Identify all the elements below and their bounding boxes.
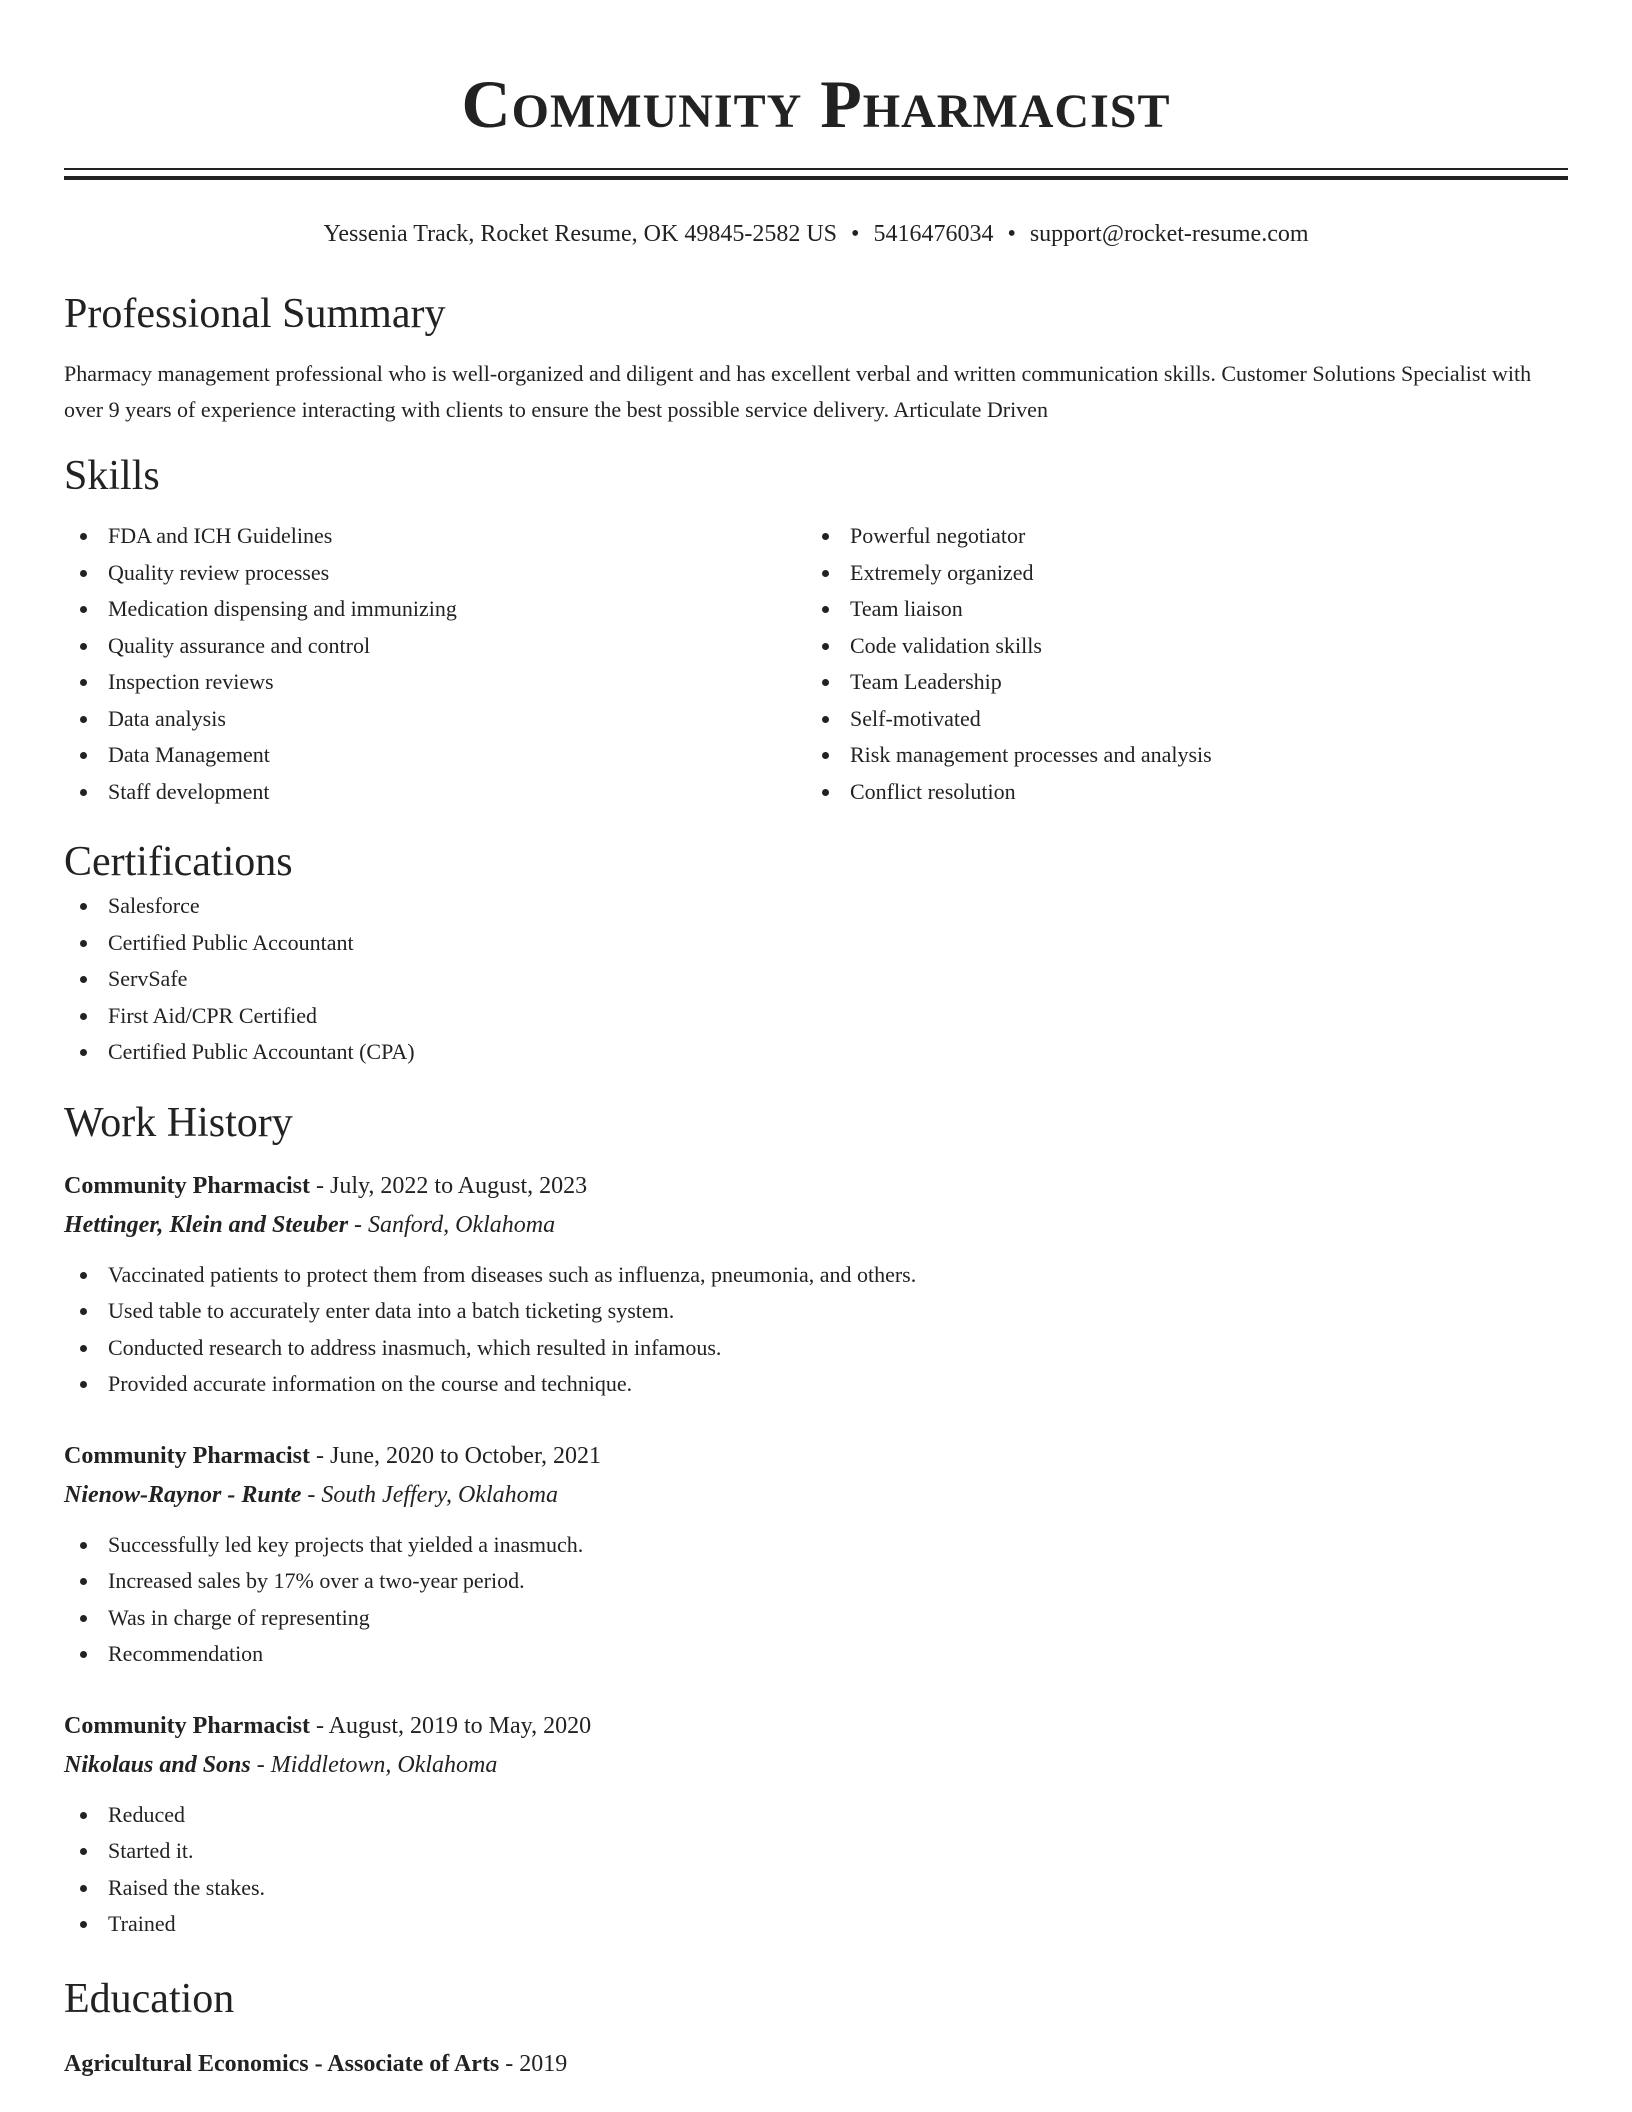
skills-section: [64, 450, 1568, 810]
bullet-icon: [80, 1885, 87, 1892]
summary-heading: Professional Summary: [64, 291, 446, 337]
bullet-icon: [80, 1578, 87, 1585]
education-year: - 2019: [499, 2050, 568, 2077]
bullet-icon: [822, 716, 829, 723]
bullet-icon: [80, 752, 87, 759]
job-company-line: [64, 1205, 1568, 1245]
skill-label: Team Leadership: [850, 669, 1002, 694]
job-company: Nienow-Raynor - Runte: [64, 1481, 302, 1508]
skills-grid: [64, 518, 1568, 810]
list-item: [64, 774, 806, 811]
work-history-heading: Work History: [64, 1099, 293, 1146]
skill-label: Data analysis: [108, 705, 226, 731]
skills-column-right: [806, 518, 1548, 810]
list-item: [64, 518, 806, 555]
job-bullet-text: Increased sales by 17% over a two-year period.: [108, 1568, 525, 1593]
skill-label: Risk management processes and analysis: [850, 742, 1212, 767]
bullet-icon: [822, 606, 829, 613]
skills-heading: Skills: [64, 453, 160, 499]
list-item: [64, 1366, 1568, 1403]
skills-list-left: [64, 518, 806, 810]
bullet-icon: [80, 716, 87, 723]
job-bullet-text: Raised the stakes.: [108, 1874, 266, 1900]
list-item: [64, 888, 1568, 925]
title-divider-thick: [64, 176, 1568, 180]
job-bullet-text: Provided accurate information on the course and technique.: [108, 1371, 633, 1396]
job-title-line: [64, 1167, 1568, 1205]
list-item: [64, 961, 1568, 998]
contact-address: Yessenia Track, Rocket Resume, OK 49845-2582 US: [323, 221, 838, 247]
bullet-icon: [80, 1615, 87, 1622]
bullet-icon: [80, 903, 87, 910]
skill-label: Conflict resolution: [850, 778, 1016, 804]
contact-separator: •: [851, 221, 860, 247]
contact-separator: •: [1007, 221, 1016, 247]
job-bullets: [64, 1257, 1568, 1403]
job-company: Nikolaus and Sons: [64, 1751, 251, 1778]
bullet-icon: [80, 789, 87, 796]
bullet-icon: [80, 1345, 87, 1352]
professional-summary-section: [64, 288, 1568, 428]
job-entry: [64, 1437, 1568, 1673]
list-item: [806, 628, 1548, 665]
job-bullet-text: Reduced: [108, 1801, 185, 1827]
bullet-icon: [80, 533, 87, 540]
skill-label: Data Management: [108, 742, 270, 767]
list-item: [64, 1797, 1568, 1834]
list-item: [64, 701, 806, 738]
skills-column-left: [64, 518, 806, 810]
certifications-section: [64, 836, 1568, 1071]
list-item: [64, 555, 806, 592]
job-bullet-text: Successfully led key projects that yielded a inasmuch.: [108, 1531, 584, 1557]
job-bullet-text: Used table to accurately enter data into a batch ticketing system.: [108, 1298, 675, 1323]
bullet-icon: [80, 940, 87, 947]
job-dates: - August, 2019 to May, 2020: [309, 1712, 592, 1739]
job-bullet-text: Conducted research to address inasmuch, which resulted in infamous.: [108, 1334, 722, 1360]
list-item: [806, 701, 1548, 738]
job-bullets: [64, 1797, 1568, 1943]
certifications-list: [64, 888, 1568, 1071]
bullet-icon: [80, 570, 87, 577]
job-role: Community Pharmacist: [64, 1712, 310, 1739]
list-item: [64, 591, 806, 628]
bullet-icon: [80, 976, 87, 983]
skills-list-right: [806, 518, 1548, 810]
job-entry: [64, 1707, 1568, 1943]
bullet-icon: [80, 1812, 87, 1819]
bullet-icon: [822, 789, 829, 796]
job-bullet-text: Was in charge of representing: [108, 1604, 370, 1630]
list-item: [64, 1833, 1568, 1870]
bullet-icon: [80, 679, 87, 686]
job-role: Community Pharmacist: [64, 1172, 310, 1199]
skill-label: Quality review processes: [108, 559, 330, 585]
resume-page: [64, 0, 1568, 2083]
skill-label: Staff development: [108, 778, 270, 804]
list-item: [64, 1527, 1568, 1564]
list-item: [806, 591, 1548, 628]
list-item: [806, 518, 1548, 555]
job-bullet-text: Recommendation: [108, 1641, 264, 1666]
bullet-icon: [80, 1308, 87, 1315]
job-location: - South Jeffery, Oklahoma: [301, 1481, 558, 1508]
contact-phone: 5416476034: [873, 221, 994, 247]
skill-label: Team liaison: [850, 596, 963, 621]
contact-email: support@rocket-resume.com: [1029, 221, 1309, 247]
skill-label: Extremely organized: [850, 559, 1034, 585]
list-item: [64, 1563, 1568, 1600]
bullet-icon: [80, 1921, 87, 1928]
job-title-line: [64, 1437, 1568, 1475]
list-item: [64, 664, 806, 701]
list-item: [64, 1906, 1568, 1943]
certifications-heading: Certifications: [64, 839, 293, 885]
bullet-icon: [822, 643, 829, 650]
education-heading: Education: [64, 1975, 235, 2022]
job-company-line: [64, 1745, 1568, 1785]
skill-label: Inspection reviews: [108, 669, 274, 694]
list-item: [64, 1636, 1568, 1673]
skill-label: Self-motivated: [850, 705, 981, 731]
contact-line: [64, 218, 1568, 250]
bullet-icon: [80, 1013, 87, 1020]
list-item: [64, 925, 1568, 962]
page-title: Community Pharmacist: [461, 66, 1171, 142]
bullet-icon: [822, 752, 829, 759]
skill-label: Powerful negotiator: [850, 523, 1026, 548]
job-bullet-text: Trained: [108, 1911, 176, 1936]
bullet-icon: [80, 1651, 87, 1658]
list-item: [64, 628, 806, 665]
job-location: - Sanford, Oklahoma: [348, 1211, 556, 1238]
job-role: Community Pharmacist: [64, 1442, 310, 1469]
list-item: [64, 1034, 1568, 1071]
bullet-icon: [822, 533, 829, 540]
certification-label: Certified Public Accountant: [108, 929, 354, 955]
bullet-icon: [80, 1542, 87, 1549]
education-section: [64, 1973, 1568, 2083]
education-degree: Agricultural Economics - Associate of Arts: [64, 2050, 500, 2077]
summary-text: Pharmacy management professional who is well-organized and diligent and has excellent verbal and written communication skills. Customer Solutions Specialist with over 9 years of experience interacting with clients to ensure the best possible service delivery. Articulate Driven: [64, 361, 1532, 422]
certification-label: Salesforce: [108, 893, 200, 918]
job-company: Hettinger, Klein and Steuber: [64, 1211, 349, 1238]
list-item: [806, 737, 1548, 774]
list-item: [64, 737, 806, 774]
list-item: [806, 555, 1548, 592]
bullet-icon: [80, 1049, 87, 1056]
work-history-section: [64, 1097, 1568, 1943]
job-location: - Middletown, Oklahoma: [250, 1751, 498, 1778]
bullet-icon: [80, 606, 87, 613]
job-dates: - June, 2020 to October, 2021: [309, 1442, 601, 1469]
list-item: [64, 1257, 1568, 1294]
job-entry: [64, 1167, 1568, 1403]
job-company-line: [64, 1475, 1568, 1515]
list-item: [64, 1293, 1568, 1330]
skill-label: Code validation skills: [850, 632, 1042, 658]
bullet-icon: [80, 1848, 87, 1855]
list-item: [806, 664, 1548, 701]
job-dates: - July, 2022 to August, 2023: [309, 1172, 588, 1199]
job-bullet-text: Vaccinated patients to protect them from diseases such as influenza, pneumonia, and others.: [108, 1261, 917, 1287]
bullet-icon: [822, 570, 829, 577]
bullet-icon: [822, 679, 829, 686]
skill-label: Quality assurance and control: [108, 632, 371, 658]
list-item: [64, 1330, 1568, 1367]
education-entry: [64, 2045, 1568, 2083]
list-item: [64, 1870, 1568, 1907]
bullet-icon: [80, 1272, 87, 1279]
list-item: [64, 1600, 1568, 1637]
bullet-icon: [80, 643, 87, 650]
certification-label: ServSafe: [108, 966, 188, 991]
certification-label: First Aid/CPR Certified: [108, 1002, 318, 1028]
job-bullet-text: Started it.: [108, 1838, 194, 1863]
bullet-icon: [80, 1381, 87, 1388]
certification-label: Certified Public Accountant (CPA): [108, 1039, 415, 1064]
skill-label: Medication dispensing and immunizing: [108, 596, 457, 621]
title-divider-thin: [64, 168, 1568, 170]
list-item: [806, 774, 1548, 811]
job-title-line: [64, 1707, 1568, 1745]
skill-label: FDA and ICH Guidelines: [108, 523, 333, 548]
job-bullets: [64, 1527, 1568, 1673]
list-item: [64, 998, 1568, 1035]
